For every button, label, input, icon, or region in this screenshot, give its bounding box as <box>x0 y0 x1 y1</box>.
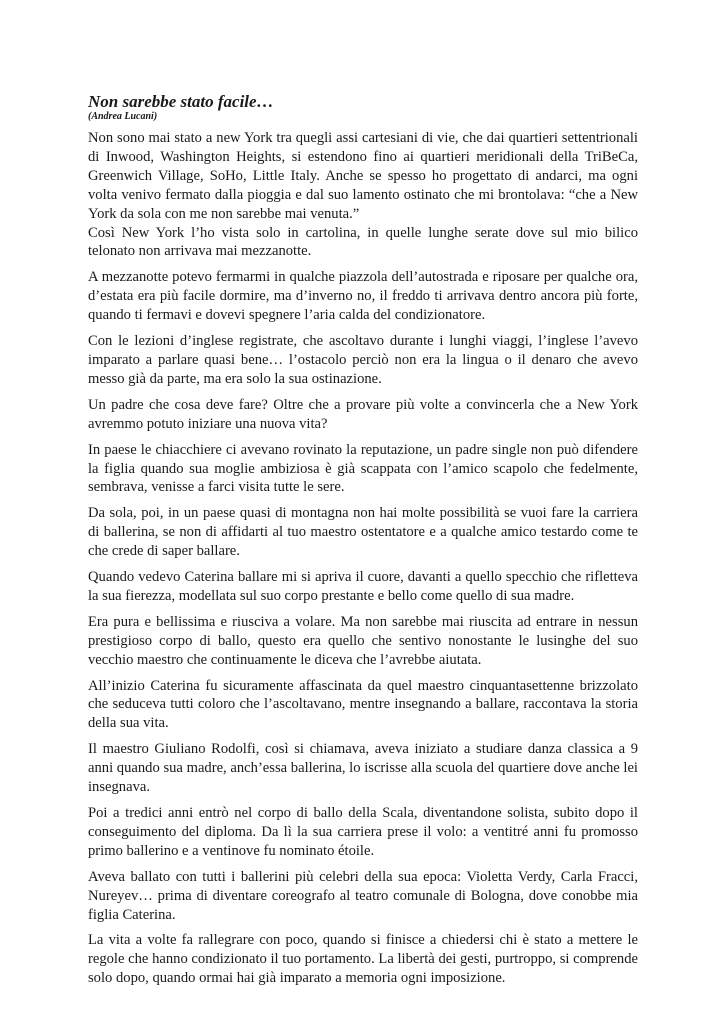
paragraph: Era pura e bellissima e riusciva a volare. Ma non sarebbe mai riuscita ad entrare in nessun prestigioso corpo di ballo, questo era quello che sentivo nonostante le lusinghe del suo vecchio maestro che continuamente le diceva che l’avrebbe aiutata. <box>88 613 638 668</box>
paragraph: Aveva ballato con tutti i ballerini più celebri della sua epoca: Violetta Verdy, Carla Fracci, Nureyev… prima di diventare coreografo al teatro comunale di Bologna, dove conobbe mia figlia Caterina. <box>88 868 638 923</box>
document-body <box>88 92 638 988</box>
paragraph: Un padre che cosa deve fare? Oltre che a provare più volte a convincerla che a New York avremmo potuto iniziare una nuova vita? <box>88 396 638 432</box>
paragraph: La vita a volte fa rallegrare con poco, quando si finisce a chiedersi chi è stato a mettere le regole che hanno condizionato il tuo portamento. La libertà dei gesti, purtroppo, si comprende solo dopo, quando ormai hai già imparato a memoria ogni imposizione. <box>88 932 638 987</box>
paragraph: A mezzanotte potevo fermarmi in qualche piazzola dell’autostrada e riposare per qualche ora, d’estata era più facile dormire, ma d’inverno no, il freddo ti arrivava dentro ancora più forte, quando ti fermavi e dovevi spegnere l’aria calda del condizionatore. <box>88 269 638 324</box>
paragraph: All’inizio Caterina fu sicuramente affascinata da quel maestro cinquantasettenne brizzolato che seduceva tutti coloro che l’ascoltavano, mentre insegnando a ballare, raccontava la storia della sua vita. <box>88 677 638 732</box>
paragraph: Il maestro Giuliano Rodolfi, così si chiamava, aveva iniziato a studiare danza classica a 9 anni quando sua madre, anch’essa ballerina, lo iscrisse alla scuola del quartiere dove anche lei insegnava. <box>88 741 638 796</box>
paragraph: Così New York l’ho vista solo in cartolina, in quelle lunghe serate dove sul mio bilico telonato non arrivava mai mezzanotte. <box>88 224 638 260</box>
paragraph: In paese le chiacchiere ci avevano rovinato la reputazione, un padre single non può difendere la figlia quando sua moglie ambiziosa è già scappata con l’amico scapolo che fedelmente, sembrava, venisse a farci visita tutte le sere. <box>88 441 638 496</box>
paragraph: Poi a tredici anni entrò nel corpo di ballo della Scala, diventandone solista, subito dopo il conseguimento del diploma. Da lì la sua carriera prese il volo: a ventitré anni fu promosso primo ballerino e a ventinove fu nominato étoile. <box>88 805 638 859</box>
paragraph: Da sola, poi, in un paese quasi di montagna non hai molte possibilità se vuoi fare la carriera di ballerina, se non di affidarti al tuo maestro ostentatore e a qualche amico testardo come te che crede di saper ballare. <box>88 505 638 560</box>
paragraph: Con le lezioni d’inglese registrate, che ascoltavo durante i lunghi viaggi, l’inglese l’avevo imparato a parlare quasi bene… l’ostacolo perciò non era la lingua o il denaro che avevo messo già da parte, ma era solo la sua ostinazione. <box>88 333 638 387</box>
story-title: Non sarebbe stato facile… <box>88 92 274 111</box>
paragraph: Non sono mai stato a new York tra quegli assi cartesiani di vie, che dai quartieri settentrionali di Inwood, Washington Heights, si estendono fino ai quartieri meridionali della TriBeCa, Greenwich Village, SoHo, Little Italy. Anche se spesso ho progettato di andarci, ma ogni volta venivo fermato dalla pioggia e dal suo lamento ostinato che mi brontolava: “che a New York da sola con me non sarebbe mai venuta.” <box>88 130 638 222</box>
story-author: (Andrea Lucani) <box>88 111 158 122</box>
paragraph: Quando vedevo Caterina ballare mi si apriva il cuore, davanti a quello specchio che rifletteva la sua fierezza, modellata sul suo corpo prestante e bello come quello di sua madre. <box>88 569 638 604</box>
